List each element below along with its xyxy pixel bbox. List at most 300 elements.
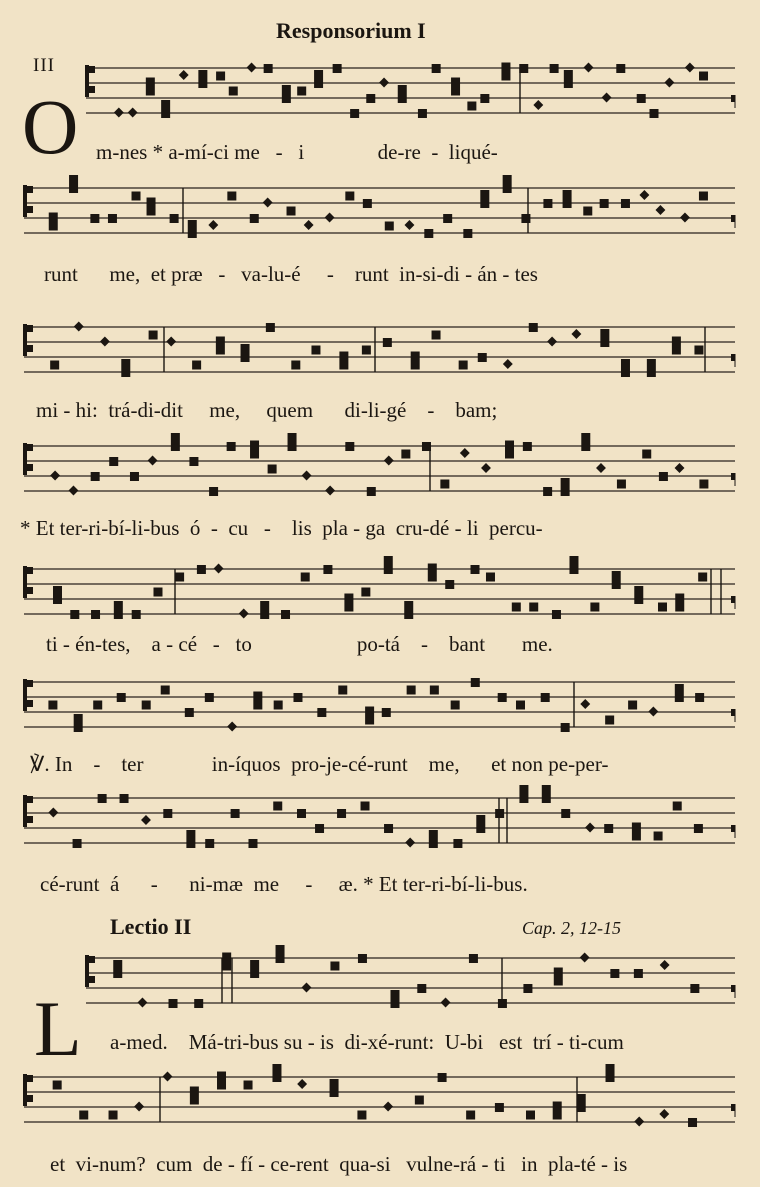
mode-numeral: III — [33, 55, 55, 76]
neume-note-icon — [142, 701, 151, 710]
neume-note-icon — [345, 442, 354, 451]
neume-note-icon — [404, 610, 413, 619]
neume-note-icon — [266, 323, 275, 332]
neume-note-icon — [542, 794, 551, 803]
neume-note-icon — [612, 571, 621, 580]
neume-note-icon — [367, 487, 376, 496]
neume-note-icon — [314, 79, 323, 88]
neume-note-icon — [604, 824, 613, 833]
neume-note-icon — [550, 64, 559, 73]
neume-note-icon — [554, 968, 563, 977]
neume-note-icon — [621, 359, 630, 368]
neume-note-icon — [606, 1073, 615, 1082]
neume-note-icon — [227, 442, 236, 451]
neume-note-icon — [503, 184, 512, 193]
neume-note-icon — [628, 701, 637, 710]
rhombus-note-icon — [441, 998, 451, 1008]
neume-note-icon — [600, 329, 609, 338]
neume-note-icon — [175, 573, 184, 582]
neume-note-icon — [330, 1088, 339, 1097]
neume-note-icon — [466, 1111, 475, 1120]
neume-note-icon — [675, 594, 684, 603]
neume-note-icon — [505, 441, 514, 450]
neume-note-icon — [109, 457, 118, 466]
neume-note-icon — [198, 70, 207, 79]
neume-note-icon — [422, 442, 431, 451]
rhombus-note-icon — [100, 337, 110, 347]
clef-icon — [23, 443, 27, 475]
neume-note-icon — [695, 693, 704, 702]
clef-icon — [23, 566, 27, 598]
neume-note-icon — [600, 338, 609, 347]
neume-note-icon — [253, 692, 262, 701]
clef-icon — [85, 65, 89, 97]
rhombus-note-icon — [69, 486, 79, 496]
neume-note-icon — [205, 693, 214, 702]
rhombus-note-icon — [379, 78, 389, 88]
rhombus-note-icon — [547, 337, 557, 347]
neume-note-icon — [583, 207, 592, 216]
neume-note-icon — [647, 368, 656, 377]
neume-note-icon — [121, 359, 130, 368]
neume-note-icon — [146, 87, 155, 96]
neume-note-icon — [451, 78, 460, 87]
neume-note-icon — [673, 802, 682, 811]
neume-note-icon — [463, 229, 472, 238]
neume-note-icon — [276, 954, 285, 963]
neume-note-icon — [471, 565, 480, 574]
neume-note-icon — [521, 214, 530, 223]
neume-note-icon — [53, 595, 62, 604]
neume-note-icon — [411, 352, 420, 361]
neume-note-icon — [113, 969, 122, 978]
neume-note-icon — [197, 565, 206, 574]
custos-icon — [731, 95, 735, 102]
neume-note-icon — [79, 1111, 88, 1120]
rhombus-note-icon — [660, 960, 670, 970]
clef-icon — [27, 700, 33, 707]
neume-note-icon — [98, 794, 107, 803]
neume-note-icon — [383, 338, 392, 347]
rhombus-note-icon — [163, 1072, 173, 1082]
neume-note-icon — [281, 610, 290, 619]
neume-note-icon — [282, 85, 291, 94]
neume-note-icon — [272, 1064, 281, 1073]
rhombus-note-icon — [297, 1079, 307, 1089]
neume-note-icon — [231, 809, 240, 818]
neume-note-icon — [561, 723, 570, 732]
neume-note-icon — [188, 220, 197, 229]
neume-note-icon — [69, 184, 78, 193]
custos-icon — [731, 596, 735, 603]
neume-note-icon — [149, 331, 158, 340]
neume-note-icon — [529, 323, 538, 332]
neume-note-icon — [398, 85, 407, 94]
neume-note-icon — [401, 450, 410, 459]
neume-note-icon — [147, 207, 156, 216]
neume-note-icon — [171, 442, 180, 451]
neume-note-icon — [153, 588, 162, 597]
neume-note-icon — [190, 1096, 199, 1105]
staff-7 — [0, 784, 760, 864]
neume-note-icon — [357, 1111, 366, 1120]
neume-note-icon — [440, 480, 449, 489]
neume-note-icon — [418, 109, 427, 118]
neume-note-icon — [605, 716, 614, 725]
neume-note-icon — [287, 207, 296, 216]
staff-5 — [0, 555, 760, 635]
rhombus-note-icon — [533, 100, 543, 110]
clef-icon — [27, 1075, 33, 1082]
neume-note-icon — [563, 190, 572, 199]
rhombus-note-icon — [580, 953, 590, 963]
neume-note-icon — [675, 603, 684, 612]
neume-note-icon — [384, 824, 393, 833]
neume-note-icon — [526, 1111, 535, 1120]
neume-note-icon — [476, 815, 485, 824]
clef-icon — [27, 464, 33, 471]
rhombus-note-icon — [384, 456, 394, 466]
neume-note-icon — [339, 352, 348, 361]
neume-note-icon — [361, 802, 370, 811]
neume-note-icon — [109, 1111, 118, 1120]
neume-note-icon — [451, 701, 460, 710]
neume-note-icon — [217, 1081, 226, 1090]
neume-note-icon — [498, 999, 507, 1008]
neume-note-icon — [338, 686, 347, 695]
rhombus-note-icon — [602, 93, 612, 103]
neume-note-icon — [209, 487, 218, 496]
rhombus-note-icon — [585, 823, 595, 833]
neume-note-icon — [170, 214, 179, 223]
neume-note-icon — [390, 990, 399, 999]
neume-note-icon — [516, 701, 525, 710]
neume-note-icon — [250, 450, 259, 459]
neume-note-icon — [486, 573, 495, 582]
neume-note-icon — [503, 175, 512, 184]
neume-note-icon — [186, 839, 195, 848]
neume-note-icon — [561, 487, 570, 496]
neume-note-icon — [385, 222, 394, 231]
rhombus-note-icon — [481, 463, 491, 473]
rhombus-note-icon — [580, 699, 590, 709]
neume-note-icon — [69, 175, 78, 184]
neume-note-icon — [248, 839, 257, 848]
neume-note-icon — [672, 346, 681, 355]
lyric-line-2: runt me, et præ - va-lu-é - runt in-si-di - án - tes — [44, 262, 538, 286]
rhombus-note-icon — [74, 322, 84, 332]
neume-note-icon — [49, 213, 58, 222]
lyric-line-7: cé-runt á - ni-mæ me - æ. * Et ter-ri-bí-li-bus. — [40, 872, 528, 896]
rhombus-note-icon — [503, 359, 513, 369]
neume-note-icon — [330, 962, 339, 971]
neume-note-icon — [90, 214, 99, 223]
neume-note-icon — [581, 433, 590, 442]
neume-note-icon — [600, 199, 609, 208]
neume-note-icon — [632, 832, 641, 841]
neume-note-icon — [451, 87, 460, 96]
neume-note-icon — [344, 603, 353, 612]
neume-note-icon — [171, 433, 180, 442]
neume-note-icon — [268, 465, 277, 474]
rhombus-note-icon — [239, 609, 249, 619]
neume-note-icon — [273, 802, 282, 811]
neume-note-icon — [91, 472, 100, 481]
neume-note-icon — [244, 1081, 253, 1090]
neume-note-icon — [467, 102, 476, 111]
neume-note-icon — [553, 1111, 562, 1120]
neume-note-icon — [250, 214, 259, 223]
neume-note-icon — [632, 823, 641, 832]
neume-note-icon — [272, 1073, 281, 1082]
neume-note-icon — [339, 361, 348, 370]
rhombus-note-icon — [664, 78, 674, 88]
neume-note-icon — [480, 199, 489, 208]
neume-note-icon — [552, 610, 561, 619]
neume-note-icon — [634, 969, 643, 978]
neume-note-icon — [114, 601, 123, 610]
neume-note-icon — [590, 603, 599, 612]
neume-note-icon — [362, 346, 371, 355]
neume-note-icon — [48, 701, 57, 710]
neume-note-icon — [495, 1103, 504, 1112]
clef-icon — [23, 185, 27, 217]
neume-note-icon — [114, 610, 123, 619]
rhombus-note-icon — [263, 198, 273, 208]
rhombus-note-icon — [325, 213, 335, 223]
rhombus-note-icon — [227, 722, 237, 732]
neume-note-icon — [384, 556, 393, 565]
neume-note-icon — [612, 580, 621, 589]
neume-note-icon — [438, 1073, 447, 1082]
neume-note-icon — [432, 64, 441, 73]
custos-icon — [731, 354, 735, 361]
lyric-line-1: m-nes * a-mí-ci me - i de-re - liqué- — [96, 140, 498, 164]
neume-note-icon — [621, 199, 630, 208]
neume-note-icon — [621, 368, 630, 377]
staff-6 — [0, 668, 760, 748]
staff-9 — [0, 1063, 760, 1143]
neume-note-icon — [185, 708, 194, 717]
clef-icon — [89, 976, 95, 983]
custos-icon — [731, 215, 735, 222]
neume-note-icon — [192, 361, 201, 370]
rhombus-note-icon — [179, 70, 189, 80]
neume-note-icon — [93, 701, 102, 710]
neume-note-icon — [216, 72, 225, 81]
neume-note-icon — [478, 353, 487, 362]
neume-note-icon — [505, 450, 514, 459]
rhombus-note-icon — [675, 463, 685, 473]
neume-note-icon — [523, 442, 532, 451]
rhombus-note-icon — [596, 463, 606, 473]
lyric-line-4: * Et ter-ri-bí-li-bus ó - cu - lis pla - ga cru-dé - li percu- — [20, 516, 543, 540]
neume-note-icon — [205, 839, 214, 848]
clef-icon — [23, 795, 27, 827]
clef-icon — [27, 444, 33, 451]
neume-note-icon — [194, 999, 203, 1008]
neume-note-icon — [330, 1079, 339, 1088]
neume-note-icon — [73, 839, 82, 848]
neume-note-icon — [581, 442, 590, 451]
neume-note-icon — [297, 809, 306, 818]
staff-2 — [0, 174, 760, 254]
neume-note-icon — [311, 346, 320, 355]
neume-note-icon — [430, 686, 439, 695]
rhombus-note-icon — [655, 205, 665, 215]
neume-note-icon — [250, 441, 259, 450]
clef-icon — [27, 345, 33, 352]
neume-note-icon — [654, 832, 663, 841]
neume-note-icon — [480, 190, 489, 199]
neume-note-icon — [382, 708, 391, 717]
neume-note-icon — [480, 94, 489, 103]
neume-note-icon — [222, 953, 231, 962]
neume-note-icon — [229, 87, 238, 96]
neume-note-icon — [161, 686, 170, 695]
neume-note-icon — [541, 693, 550, 702]
rhombus-note-icon — [680, 213, 690, 223]
neume-note-icon — [606, 1064, 615, 1073]
neume-note-icon — [241, 353, 250, 362]
clef-icon — [23, 324, 27, 356]
neume-note-icon — [429, 830, 438, 839]
rhombus-note-icon — [48, 808, 58, 818]
neume-note-icon — [561, 478, 570, 487]
lectio-line-2: et vi-num? cum de - fí - ce-rent qua-si vulne-rá - ti in pla-té - is — [50, 1152, 628, 1176]
neume-note-icon — [519, 64, 528, 73]
neume-note-icon — [699, 72, 708, 81]
neume-note-icon — [634, 595, 643, 604]
custos-icon — [731, 1104, 735, 1111]
neume-note-icon — [161, 109, 170, 118]
rhombus-note-icon — [208, 220, 218, 230]
clef-icon — [27, 680, 33, 687]
neume-note-icon — [694, 824, 703, 833]
neume-note-icon — [471, 678, 480, 687]
neume-note-icon — [476, 824, 485, 833]
lectio-initial: L — [34, 985, 82, 1072]
neume-note-icon — [675, 684, 684, 693]
clef-icon — [27, 325, 33, 332]
neume-note-icon — [428, 573, 437, 582]
neume-note-icon — [642, 450, 651, 459]
clef-icon — [89, 66, 95, 73]
neume-note-icon — [276, 945, 285, 954]
neume-note-icon — [542, 785, 551, 794]
neume-note-icon — [563, 199, 572, 208]
neume-note-icon — [288, 433, 297, 442]
chapter-reference: Cap. 2, 12-15 — [522, 918, 621, 938]
rhombus-note-icon — [304, 220, 314, 230]
neume-note-icon — [227, 192, 236, 201]
neume-note-icon — [188, 229, 197, 238]
clef-icon — [89, 86, 95, 93]
neume-note-icon — [672, 337, 681, 346]
neume-note-icon — [411, 361, 420, 370]
neume-note-icon — [216, 337, 225, 346]
neume-note-icon — [323, 565, 332, 574]
neume-note-icon — [512, 603, 521, 612]
neume-note-icon — [189, 457, 198, 466]
neume-note-icon — [616, 64, 625, 73]
neume-note-icon — [198, 79, 207, 88]
rhombus-note-icon — [214, 564, 224, 574]
neume-note-icon — [577, 1094, 586, 1103]
neume-note-icon — [108, 214, 117, 223]
neume-note-icon — [91, 610, 100, 619]
neume-note-icon — [186, 830, 195, 839]
neume-note-icon — [554, 977, 563, 986]
neume-note-icon — [146, 78, 155, 87]
neume-note-icon — [564, 70, 573, 79]
neume-note-icon — [132, 192, 141, 201]
clef-icon — [27, 587, 33, 594]
neume-note-icon — [569, 556, 578, 565]
rhombus-note-icon — [128, 108, 138, 118]
neume-note-icon — [432, 331, 441, 340]
neume-note-icon — [404, 601, 413, 610]
rhombus-note-icon — [639, 190, 649, 200]
neume-note-icon — [358, 954, 367, 963]
neume-note-icon — [365, 707, 374, 716]
neume-note-icon — [314, 70, 323, 79]
neume-note-icon — [291, 361, 300, 370]
neume-note-icon — [121, 368, 130, 377]
rhombus-note-icon — [584, 63, 594, 73]
neume-note-icon — [688, 1118, 697, 1127]
neume-note-icon — [384, 565, 393, 574]
neume-note-icon — [344, 594, 353, 603]
neume-note-icon — [519, 785, 528, 794]
neume-note-icon — [113, 960, 122, 969]
neume-note-icon — [70, 610, 79, 619]
rhombus-note-icon — [148, 456, 158, 466]
neume-note-icon — [169, 999, 178, 1008]
neume-note-icon — [650, 109, 659, 118]
lyric-line-5: ti - én-tes, a - cé - to po-tá - bant me. — [46, 632, 553, 656]
neume-note-icon — [634, 586, 643, 595]
rhombus-note-icon — [247, 63, 257, 73]
responsory-initial: O — [22, 83, 79, 170]
neume-note-icon — [132, 610, 141, 619]
neume-note-icon — [699, 192, 708, 201]
neume-note-icon — [365, 716, 374, 725]
neume-note-icon — [250, 960, 259, 969]
neume-note-icon — [366, 94, 375, 103]
neume-note-icon — [543, 487, 552, 496]
neume-note-icon — [317, 708, 326, 717]
rhombus-note-icon — [460, 448, 470, 458]
clef-icon — [23, 1074, 27, 1106]
neume-note-icon — [361, 588, 370, 597]
neume-note-icon — [495, 809, 504, 818]
neume-note-icon — [564, 79, 573, 88]
clef-icon — [89, 956, 95, 963]
neume-note-icon — [147, 198, 156, 207]
neume-note-icon — [428, 564, 437, 573]
clef-icon — [27, 206, 33, 213]
neume-note-icon — [699, 480, 708, 489]
neume-note-icon — [569, 565, 578, 574]
lyric-line-6: ℣. In - ter in-íquos pro-je-cé-runt me, et non pe-per- — [30, 752, 609, 776]
neume-note-icon — [501, 72, 510, 81]
neume-note-icon — [390, 999, 399, 1008]
neume-note-icon — [190, 1087, 199, 1096]
neume-note-icon — [417, 984, 426, 993]
rhombus-note-icon — [302, 471, 312, 481]
neume-note-icon — [659, 472, 668, 481]
